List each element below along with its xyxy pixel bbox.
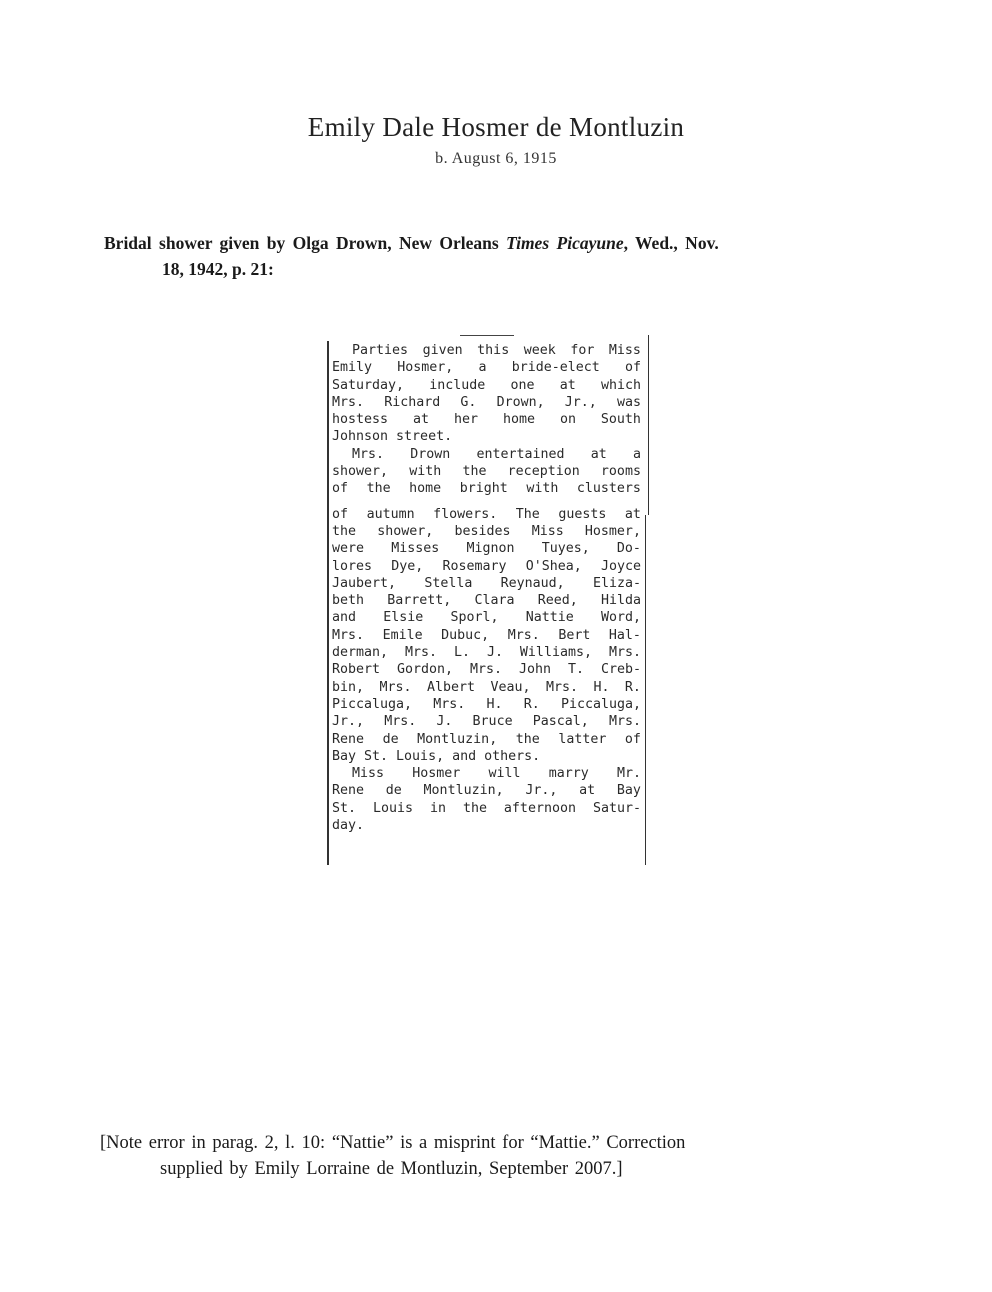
clipping-line: the shower, besides Miss Hosmer, [332, 523, 641, 539]
clipping-line: Piccaluga, Mrs. H. R. Piccaluga, [332, 696, 641, 712]
clipping-line: of autumn flowers. The guests at [332, 506, 641, 522]
clipping-line: Parties given this week for Miss [352, 343, 641, 358]
clipping-line: Mrs. Emile Dubuc, Mrs. Bert Hal- [332, 627, 641, 643]
citation-line-1 [104, 230, 864, 256]
citation-space [549, 233, 556, 253]
column-break [332, 498, 641, 506]
clipping-line: lores Dye, Rosemary O'Shea, Joyce [332, 558, 641, 574]
clipping-line: and Elsie Sporl, Nattie Word, [332, 610, 641, 626]
clipping-line: Jaubert, Stella Reynaud, Eliza- [332, 575, 641, 591]
clipping-line: Johnson street. [332, 429, 453, 445]
clipping-line: Robert Gordon, Mrs. John T. Creb- [332, 662, 641, 678]
citation-line-2: 18, 1942, p. 21: [162, 259, 274, 279]
clipping-line: Mrs. Richard G. Drown, Jr., was [332, 394, 641, 410]
newspaper-name-part1: Times [506, 233, 550, 253]
clipping-line: Bay St. Louis, and others. [332, 748, 541, 764]
source-citation [104, 230, 864, 282]
editorial-note [100, 1130, 840, 1182]
citation-suffix: , Wed., Nov. [623, 233, 719, 253]
clipping-line: Rene de Montluzin, the latter of [332, 731, 641, 747]
birth-date: b. August 6, 1915 [435, 150, 557, 167]
clipping-line: of the home bright with clusters [332, 481, 641, 497]
clipping-text [332, 342, 641, 834]
clipping-top-rule [460, 335, 514, 336]
clipping-line: shower, with the reception rooms [332, 464, 641, 480]
clipping-line: derman, Mrs. L. J. Williams, Mrs. [332, 645, 641, 661]
newspaper-clipping [327, 335, 649, 865]
clipping-line: hostess at her home on South [332, 412, 641, 428]
clipping-line: were Misses Mignon Tuyes, Do- [332, 541, 641, 557]
note-line-2: supplied by Emily Lorraine de Montluzin, September 2007.] [160, 1159, 623, 1179]
newspaper-name-part2: Picayune [556, 233, 624, 253]
clipping-line: Emily Hosmer, a bride-elect of [332, 360, 641, 376]
clipping-line: beth Barrett, Clara Reed, Hilda [332, 593, 641, 609]
note-line-1: [Note error in parag. 2, l. 10: “Nattie” is a misprint for “Mattie.” Correction [100, 1133, 686, 1153]
citation-prefix: Bridal shower given by Olga Drown, New Orleans [104, 233, 507, 253]
clipping-line: Miss Hosmer will marry Mr. [352, 766, 641, 782]
clipping-line: Mrs. Drown entertained at a [352, 446, 641, 462]
clipping-line: Saturday, include one at which [332, 377, 641, 393]
clipping-right-border-top [648, 335, 650, 515]
clipping-right-border-bottom [645, 515, 647, 865]
clipping-line: bin, Mrs. Albert Veau, Mrs. H. R. [332, 679, 641, 695]
page-title: Emily Dale Hosmer de Montluzin [307, 112, 685, 142]
clipping-line: Jr., Mrs. J. Bruce Pascal, Mrs. [332, 714, 641, 730]
clipping-line: St. Louis in the afternoon Satur- [332, 800, 641, 816]
clipping-line: Rene de Montluzin, Jr., at Bay [332, 783, 641, 799]
clipping-line: day. [332, 818, 365, 834]
clipping-left-border [327, 341, 329, 865]
